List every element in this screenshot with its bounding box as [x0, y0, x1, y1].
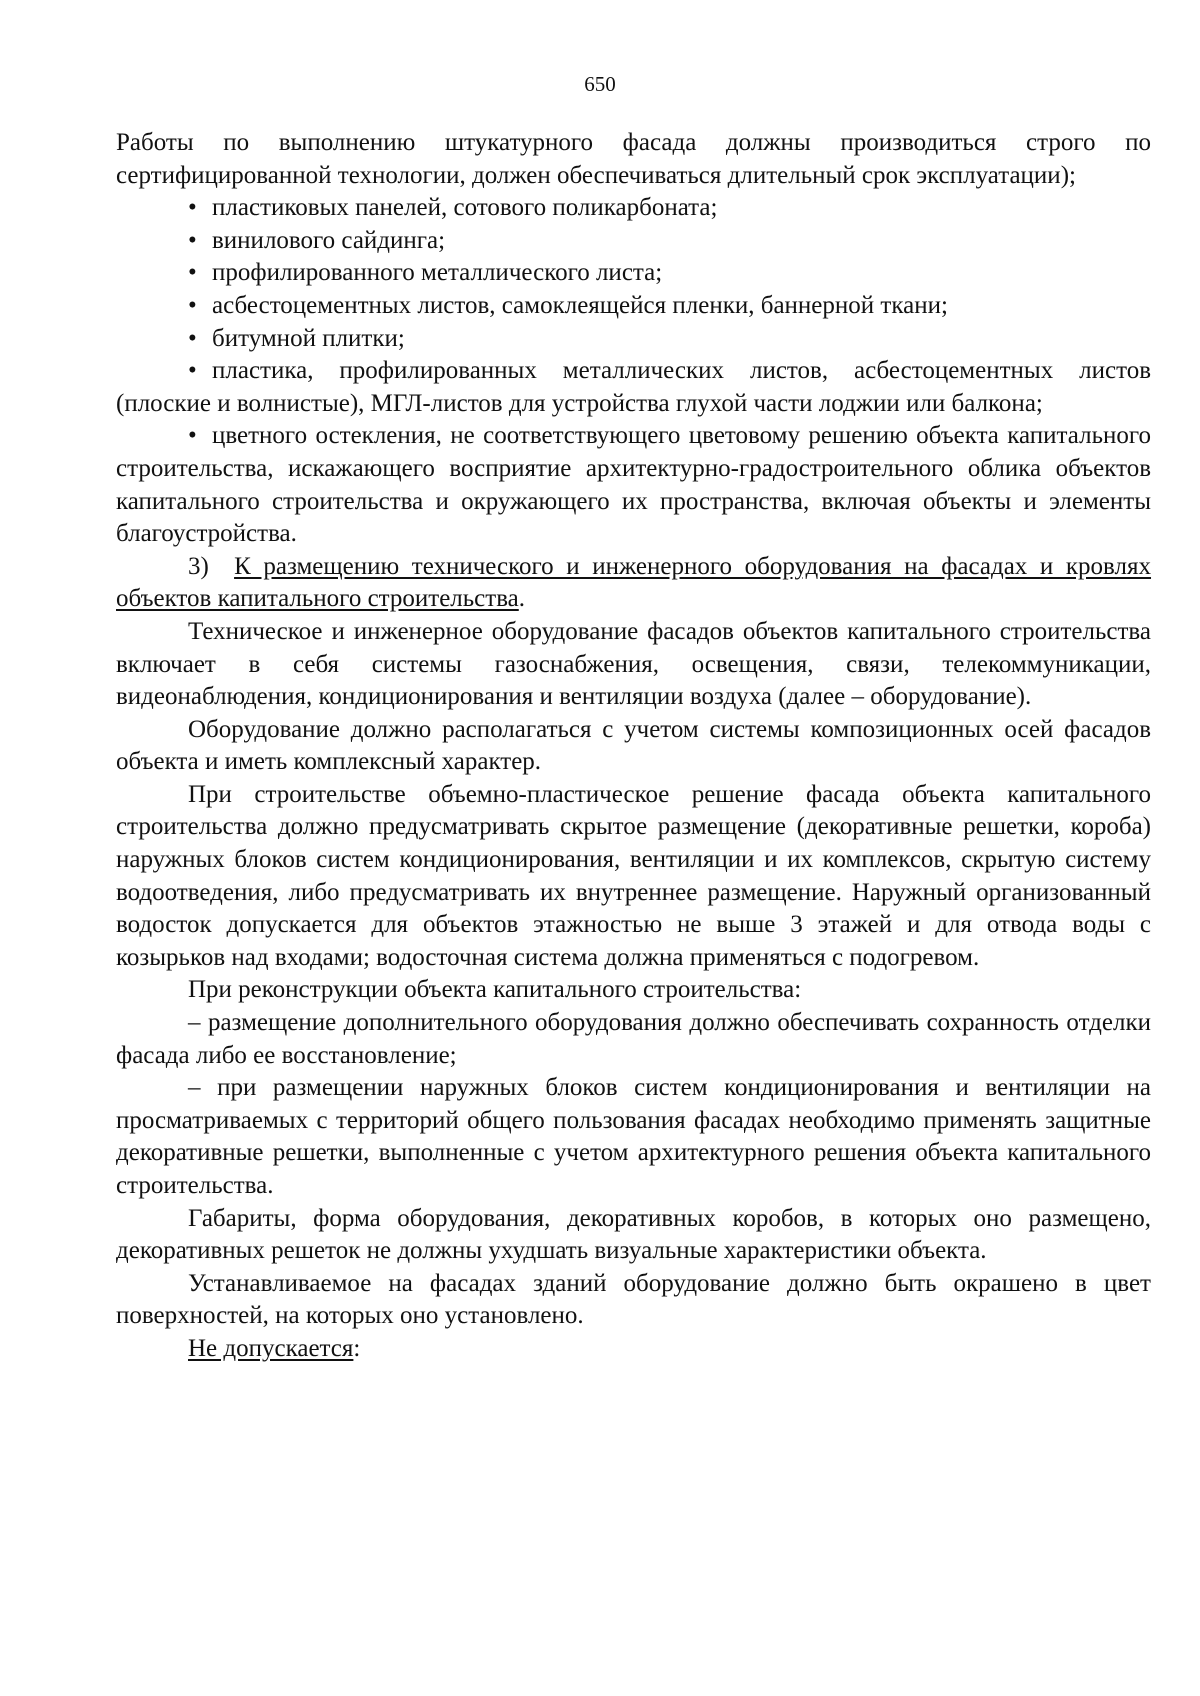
document-body: [116, 127, 1151, 1366]
paragraph: Габариты, форма оборудования, декоративных коробов, в которых оно размещено, декоративных решеток не должны ухудшать визуальные характеристики объекта.: [116, 1204, 1151, 1265]
paragraph: Оборудование должно располагаться с учетом системы композиционных осей фасадов объекта и иметь комплексный характер.: [116, 715, 1151, 776]
list-item: [116, 323, 1151, 356]
list-item-text: пластиковых панелей, сотового поликарбоната;: [212, 194, 718, 222]
dash-item: – размещение дополнительного оборудования должно обеспечивать сохранность отделки фасада либо ее восстановление;: [116, 1009, 1151, 1069]
closing-punct: :: [353, 1334, 361, 1362]
list-item-text: винилового сайдинга;: [212, 226, 446, 254]
bullet-icon: •: [188, 226, 197, 254]
section-heading-end: .: [518, 585, 526, 613]
bullet-icon: •: [188, 194, 197, 222]
bullet-icon: •: [188, 357, 197, 385]
list-item: [116, 355, 1151, 420]
closing-line: [116, 1333, 1151, 1366]
section-heading: [116, 551, 1151, 616]
closing-label: Не допускается: [188, 1334, 354, 1362]
list-item-text: асбестоцементных листов, самоклеящейся пленки, баннерной ткани;: [212, 291, 948, 319]
section-heading-text: К размещению технического и инженерного оборудования на фасадах и кровлях объектов капитального строительства: [116, 552, 1152, 613]
list-item: [116, 257, 1151, 290]
bullet-icon: •: [188, 422, 197, 450]
list-item: [116, 420, 1151, 550]
list-item-text: битумной плитки;: [212, 324, 405, 352]
paragraph: При реконструкции объекта капитального строительства:: [188, 976, 802, 1004]
list-item: [116, 225, 1151, 258]
page-number: 650: [584, 72, 616, 96]
list-item: [116, 192, 1151, 225]
bullet-icon: •: [188, 324, 197, 352]
paragraph: При строительстве объемно-пластическое решение фасада объекта капитального строительства должно предусматривать скрытое размещение (декоративные решетки, короба) наружных блоков систем кондиционирования, вентиляции и их комплексов, скрытую систему водоотведения, либо предусматривать их внутреннее размещение. Наружный организованный водосток допускается для объектов этажностью не выше 3 этажей и для отвода воды с козырьков над входами; водосточная система должна применяться с подогревом.: [116, 780, 1151, 971]
section-number: 3): [188, 552, 209, 580]
list-item-text: цветного остекления, не соответствующего цветовому решению объекта капитального строительства, искажающего восприятие архитектурно-градостроительного облика объектов капитального строительства и окружающего их пространства, включая объекты и элементы благоустройства.: [116, 422, 1151, 548]
list-item: [116, 290, 1151, 323]
paragraph: Техническое и инженерное оборудование фасадов объектов капитального строительства включает в себя системы газоснабжения, освещения, связи, телекоммуникации, видеонаблюдения, кондиционирования и вентиляции воздуха (далее – оборудование).: [116, 617, 1151, 711]
bullet-icon: •: [188, 291, 197, 319]
intro-paragraph: Работы по выполнению штукатурного фасада должны производиться строго по сертифицированной технологии, должен обеспечиваться длительный срок эксплуатации);: [116, 129, 1151, 189]
list-item-text: профилированного металлического листа;: [212, 259, 663, 287]
list-item-text: пластика, профилированных металлических листов, асбестоцементных листов (плоские и волнистые), МГЛ-листов для устройства глухой части лоджии или балкона;: [116, 357, 1151, 417]
bullet-icon: •: [188, 259, 197, 287]
dash-item: – при размещении наружных блоков систем кондиционирования и вентиляции на просматриваемых с территорий общего пользования фасадах необходимо применять защитные декоративные решетки, выполненные с учетом архитектурного решения объекта капитального строительства.: [116, 1074, 1151, 1199]
paragraph: Устанавливаемое на фасадах зданий оборудование должно быть окрашено в цвет поверхностей, на которых оно установлено.: [116, 1269, 1151, 1330]
